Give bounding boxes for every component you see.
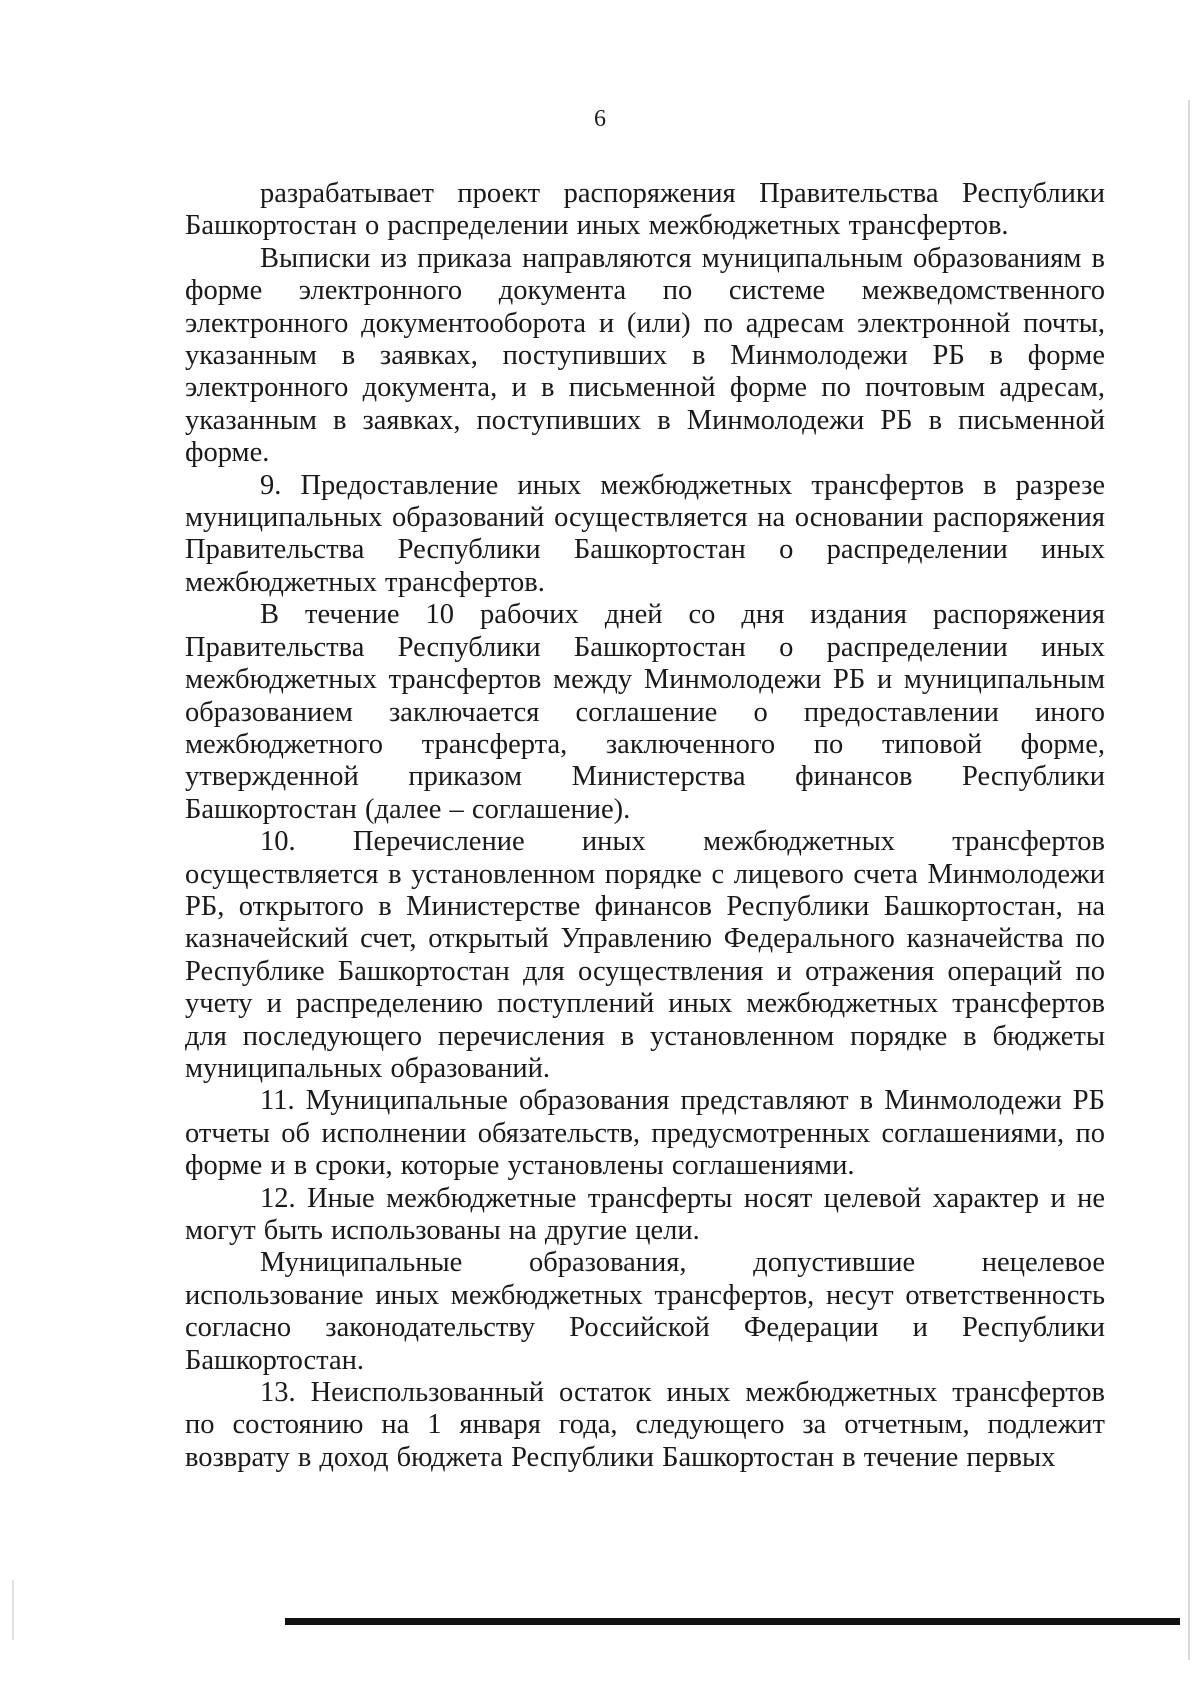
- bottom-rule: [285, 1618, 1180, 1625]
- page-number: 6: [594, 106, 606, 132]
- paragraph-order-extracts: Выписки из приказа направляются муниципальным образованиям в форме электронного документа по системе межведомственного электронного документооборота и (или) по адресам электронной почты, указанным в заявках, поступивших в Минмолодежи РБ в форме электронного документа, и в письменной форме по почтовым адресам, указанным в заявках, поступивших в Минмолодежи РБ в письменной форме.: [185, 242, 1105, 469]
- paragraph-item-12: 12. Иные межбюджетные трансферты носят целевой характер и не могут быть использованы на другие цели.: [185, 1182, 1105, 1246]
- paragraph-agreement: В течение 10 рабочих дней со дня издания распоряжения Правительства Республики Башкортостан о распределении иных межбюджетных трансфертов между Минмолодежи РБ и муниципальным образованием заключается соглашение о предоставлении иного межбюджетного трансферта, заключенного по типовой форме, утвержденной приказом Министерства финансов Республики Башкортостан (далее – соглашение).: [185, 599, 1105, 825]
- paragraph-draft-order: разрабатывает проект распоряжения Правительства Республики Башкортостан о распределении иных межбюджетных трансфертов.: [185, 178, 1105, 242]
- scan-edge-right: [1188, 100, 1190, 1660]
- paragraph-item-13: 13. Неиспользованный остаток иных межбюджетных трансфертов по состоянию на 1 января года, следующего за отчетным, подлежит возврату в доход бюджета Республики Башкортостан в течение первых: [185, 1377, 1105, 1473]
- paragraph-item-10: 10. Перечисление иных межбюджетных трансфертов осуществляется в установленном порядке с лицевого счета Минмолодежи РБ, открытого в Министерстве финансов Республики Башкортостан, на казначейский счет, открытый Управлению Федерального казначейства по Республике Башкортостан для осуществления и отражения операций по учету и распределению поступлений иных межбюджетных трансфертов для последующего перечисления в установленном порядке в бюджеты муниципальных образований.: [185, 826, 1105, 1084]
- scan-edge-left: [12, 1580, 14, 1640]
- paragraph-responsibility: Муниципальные образования, допустившие нецелевое использование иных межбюджетных трансфертов, несут ответственность согласно законодательству Российской Федерации и Республики Башкортостан.: [185, 1247, 1105, 1376]
- paragraph-item-11: 11. Муниципальные образования представляют в Минмолодежи РБ отчеты об исполнении обязательств, предусмотренных соглашениями, по форме и в сроки, которые установлены соглашениями.: [185, 1085, 1105, 1182]
- document-body: [185, 178, 1105, 1474]
- paragraph-item-9: 9. Предоставление иных межбюджетных трансфертов в разрезе муниципальных образований осуществляется на основании распоряжения Правительства Республики Башкортостан о распределении иных межбюджетных трансфертов.: [185, 469, 1105, 598]
